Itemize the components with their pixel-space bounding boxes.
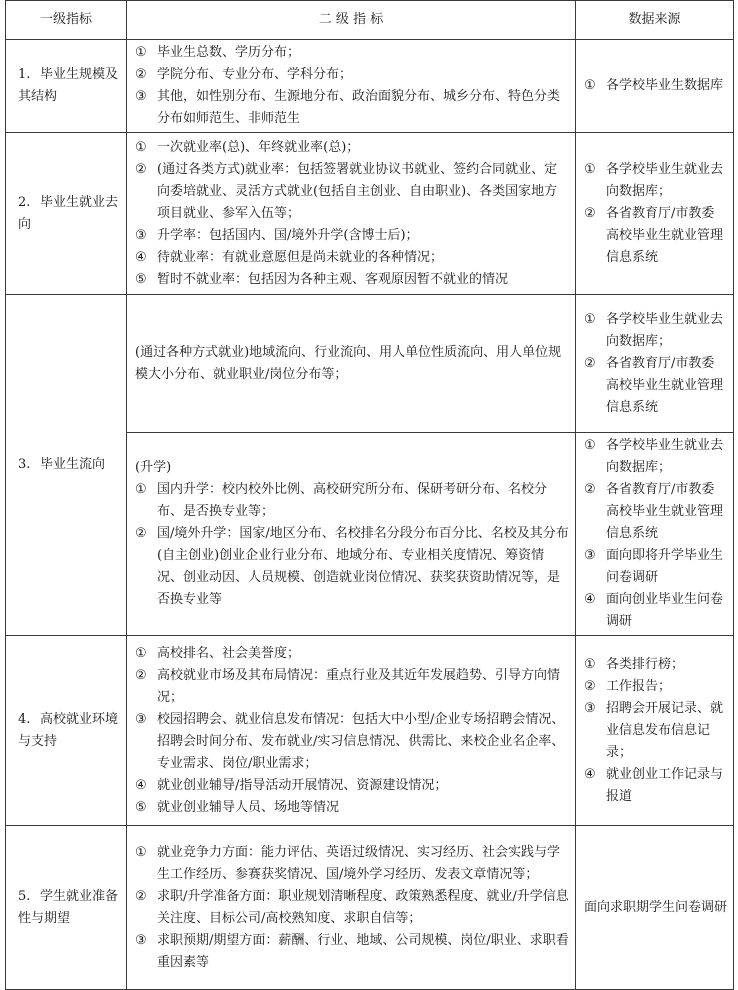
source-marker: ② bbox=[584, 482, 596, 497]
source-text: 就业创业工作记录与报道 bbox=[606, 766, 724, 804]
source-item bbox=[584, 479, 727, 545]
level2-item bbox=[135, 643, 569, 665]
level2-text: 暂时不就业率：包括因为各种主观、客观原因暂不就业的情况 bbox=[157, 271, 509, 287]
level1-number: 2. bbox=[18, 194, 31, 210]
level2-lead: (通过各种方式就业)地域流向、行业流向、用人单位性质流向、用人单位规模大小分布、就业职业/岗位分布等； bbox=[135, 344, 562, 382]
level1-cell bbox=[6, 826, 127, 990]
source-cell bbox=[576, 433, 734, 636]
source-marker: ② bbox=[584, 355, 596, 371]
level2-item bbox=[135, 709, 569, 775]
level2-marker: ④ bbox=[135, 777, 147, 793]
level2-text: 一次就业率(总)、年终就业率(总)； bbox=[157, 139, 360, 155]
source-item bbox=[584, 764, 727, 808]
level2-text: 求职预期/期望方面：薪酬、行业、地域、公司规模、岗位/职业、求职看重因素等 bbox=[157, 932, 569, 970]
level2-item bbox=[135, 523, 569, 611]
source-text: 各学校毕业生就业去向数据库； bbox=[606, 438, 724, 475]
level2-text: 高校就业市场及其布局情况：重点行业及其近年发展趋势、引导方向情况； bbox=[157, 667, 561, 705]
level2-item bbox=[135, 886, 569, 930]
level2-item bbox=[135, 775, 569, 797]
source-list bbox=[584, 654, 727, 808]
source-marker: ③ bbox=[584, 700, 596, 716]
source-cell bbox=[576, 826, 734, 990]
source-text: 各省教育厅/市教委高校毕业生就业管理信息系统 bbox=[606, 482, 724, 541]
level1-number: 5. bbox=[18, 888, 31, 904]
source-item bbox=[584, 159, 727, 203]
source-cell bbox=[576, 636, 734, 826]
header-level2: 二 级 指 标 bbox=[127, 1, 576, 40]
level2-text: 毕业生总数、学历分布； bbox=[157, 45, 301, 60]
level2-item bbox=[135, 137, 569, 159]
table-row bbox=[6, 40, 734, 133]
level2-marker: ⑤ bbox=[135, 271, 147, 287]
source-text: 招聘会开展记录、就业信息发布信息记录； bbox=[606, 700, 724, 760]
source-text: 各省教育厅/市教委高校毕业生就业管理信息系统 bbox=[606, 355, 724, 415]
table-row bbox=[6, 295, 734, 433]
source-item bbox=[584, 698, 727, 764]
level2-marker: ③ bbox=[135, 227, 147, 243]
header-row bbox=[6, 1, 734, 40]
level1-number: 4. bbox=[18, 711, 31, 727]
level1-title: 学生就业准备性与期望 bbox=[18, 888, 119, 926]
level2-marker: ② bbox=[135, 667, 147, 683]
source-marker: ④ bbox=[584, 766, 596, 782]
source-marker: ② bbox=[584, 205, 596, 221]
source-text: 面向创业毕业生问卷调研 bbox=[606, 592, 724, 629]
table-row bbox=[6, 826, 734, 990]
source-text: 各省教育厅/市教委高校毕业生就业管理信息系统 bbox=[606, 205, 724, 265]
level2-cell bbox=[127, 433, 576, 636]
level2-text: 其他，如性别分布、生源地分布、政治面貌分布、城乡分布、特色分类分布如师范生、非师范生 bbox=[157, 89, 561, 126]
table-row bbox=[6, 133, 734, 295]
level2-list bbox=[135, 42, 569, 130]
level2-item bbox=[135, 42, 569, 64]
level2-cell bbox=[127, 295, 576, 433]
level2-item bbox=[135, 86, 569, 130]
level2-text: 国内升学：校内校外比例、高校研究所分布、保研考研分布、名校分布、是否换专业等； bbox=[157, 482, 548, 519]
source-marker: ① bbox=[584, 161, 596, 177]
level2-item bbox=[135, 247, 569, 269]
level2-marker: ③ bbox=[135, 932, 147, 948]
level2-text: 就业创业辅导/指导活动开展情况、资源建设情况； bbox=[157, 777, 448, 793]
level2-text: 国/境外升学：国家/地区分布、名校排名分段分布百分比、名校及其分布(自主创业)创业企业行业分布、地域分布、专业相关度情况、筹资情况、创业动因、人员规模、创造就业岗位情况、获奖获资助情况等，是否换专业等 bbox=[157, 526, 569, 607]
source-marker: ③ bbox=[584, 548, 596, 563]
source-text: 面向求职期学生问卷调研 bbox=[584, 899, 728, 915]
level1-title: 毕业生就业去向 bbox=[18, 194, 119, 232]
level2-text: 待就业率：有就业意愿但是尚未就业的各种情况； bbox=[157, 249, 444, 265]
level2-text: 就业创业辅导人员、场地等情况 bbox=[157, 799, 340, 815]
level2-item bbox=[135, 930, 569, 974]
source-item bbox=[584, 676, 727, 698]
level2-list bbox=[135, 479, 569, 611]
level1-cell bbox=[6, 295, 127, 636]
header-level1: 一级指标 bbox=[6, 1, 127, 40]
level2-marker: ① bbox=[135, 139, 147, 155]
level2-list bbox=[135, 643, 569, 819]
source-text: 各学校毕业生就业去向数据库； bbox=[606, 311, 724, 349]
level2-marker: ① bbox=[135, 482, 147, 497]
source-marker: ② bbox=[584, 678, 596, 694]
level2-item bbox=[135, 797, 569, 819]
level1-cell bbox=[6, 133, 127, 295]
source-marker: ① bbox=[584, 656, 596, 672]
level2-marker: ② bbox=[135, 526, 147, 541]
level2-marker: ④ bbox=[135, 249, 147, 265]
level2-item bbox=[135, 269, 569, 291]
source-cell bbox=[576, 133, 734, 295]
source-item bbox=[584, 75, 727, 97]
level2-list bbox=[135, 137, 569, 291]
source-text: 各学校毕业生就业去向数据库； bbox=[606, 161, 724, 199]
level2-marker: ② bbox=[135, 888, 147, 904]
level1-number: 3. bbox=[18, 457, 31, 472]
source-cell bbox=[576, 40, 734, 133]
level1-cell bbox=[6, 636, 127, 826]
indicator-table bbox=[5, 0, 734, 990]
source-marker: ① bbox=[584, 311, 596, 327]
level2-cell bbox=[127, 636, 576, 826]
source-list bbox=[584, 159, 727, 269]
level2-cell bbox=[127, 133, 576, 295]
level1-cell bbox=[6, 40, 127, 133]
level2-item bbox=[135, 842, 569, 886]
source-item bbox=[584, 435, 727, 479]
header-source: 数据来源 bbox=[576, 1, 734, 40]
source-item bbox=[584, 654, 727, 676]
table-row bbox=[6, 636, 734, 826]
source-list bbox=[584, 435, 727, 633]
source-text: 各学校毕业生数据库 bbox=[606, 78, 724, 93]
source-item bbox=[584, 545, 727, 589]
source-text: 各类排行榜； bbox=[606, 656, 685, 672]
level1-title: 毕业生流向 bbox=[40, 457, 106, 472]
level2-list bbox=[135, 842, 569, 974]
source-list bbox=[584, 309, 727, 419]
source-text: 工作报告； bbox=[606, 678, 672, 694]
level2-marker: ① bbox=[135, 844, 147, 860]
level2-text: 学院分布、专业分布、学科分布； bbox=[157, 67, 353, 82]
level2-item bbox=[135, 225, 569, 247]
level2-text: (通过各类方式)就业率：包括签署就业协议书就业、签约合同就业、定向委培就业、灵活方式就业(包括自主创业、自由职业)、各类国家地方项目就业、参军入伍等； bbox=[157, 161, 558, 221]
source-cell bbox=[576, 295, 734, 433]
level2-marker: ② bbox=[135, 67, 147, 82]
source-item bbox=[584, 309, 727, 353]
source-list bbox=[584, 75, 727, 97]
level2-marker: ③ bbox=[135, 711, 147, 727]
level1-title: 毕业生规模及其结构 bbox=[18, 67, 119, 104]
level2-marker: ① bbox=[135, 645, 147, 661]
level2-text: 校园招聘会、就业信息发布情况：包括大中小型/企业专场招聘会情况、招聘会时间分布、发布就业/实习信息情况、供需比、来校企业名企率、专业需求、岗位/职业需求； bbox=[157, 711, 565, 771]
source-item bbox=[584, 353, 727, 419]
source-text: 面向即将升学毕业生问卷调研 bbox=[606, 548, 724, 585]
level2-cell bbox=[127, 40, 576, 133]
source-marker: ① bbox=[584, 78, 596, 93]
level2-marker: ⑤ bbox=[135, 799, 147, 815]
level1-number: 1. bbox=[18, 67, 31, 82]
level2-text: 求职/升学准备方面：职业规划清晰程度、政策熟悉程度、就业/升学信息关注度、目标公司/高校熟知度、求职自信等； bbox=[157, 888, 569, 926]
level2-marker: ③ bbox=[135, 89, 147, 104]
level2-text: 就业竞争力方面：能力评估、英语过级情况、实习经历、社会实践与学生工作经历、参赛获奖情况、国/境外学习经历、发表文章情况等； bbox=[157, 844, 561, 882]
source-item bbox=[584, 203, 727, 269]
level2-text: 高校排名、社会美誉度； bbox=[157, 645, 301, 661]
level2-item bbox=[135, 665, 569, 709]
level2-item bbox=[135, 159, 569, 225]
level2-item bbox=[135, 479, 569, 523]
level2-marker: ① bbox=[135, 45, 147, 60]
level2-lead: (升学) bbox=[135, 460, 172, 475]
source-marker: ① bbox=[584, 438, 596, 453]
source-marker: ④ bbox=[584, 592, 596, 607]
level2-cell bbox=[127, 826, 576, 990]
level2-text: 升学率：包括国内、国/境外升学(含博士后)； bbox=[157, 227, 419, 243]
source-item bbox=[584, 589, 727, 633]
level2-item bbox=[135, 64, 569, 86]
level2-marker: ② bbox=[135, 161, 147, 177]
level1-title: 高校就业环境与支持 bbox=[18, 711, 119, 749]
